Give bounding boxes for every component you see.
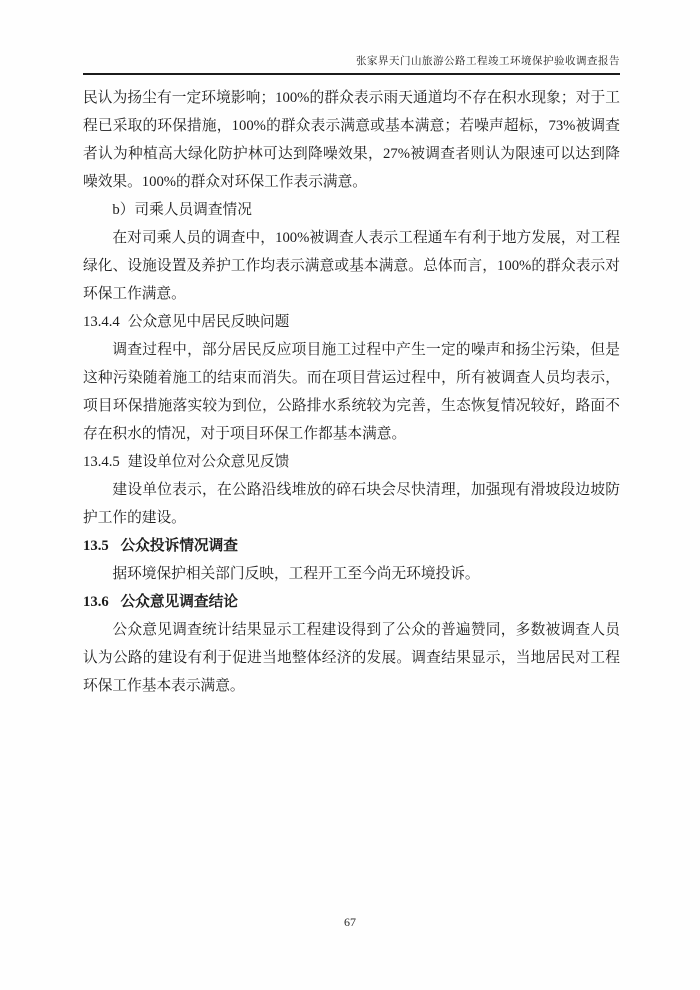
running-header: 张家界天门山旅游公路工程竣工环境保护验收调查报告 bbox=[356, 56, 620, 67]
paragraph-resident-feedback: 调查过程中，部分居民反应项目施工过程中产生一定的噪声和扬尘污染，但是这种污染随着施工的结束而消失。而在项目营运过程中，所有被调查人员均表示，项目环保措施落实较为到位，公路排水系统较为完善，生态恢复情况较好，路面不存在积水的情况，对于项目环保工作都基本满意。 bbox=[83, 342, 620, 442]
paragraph-survey-conclusion: 公众意见调查统计结果显示工程建设得到了公众的普遍赞同，多数被调查人员认为公路的建设有利于促进当地整体经济的发展。调查结果显示，当地居民对工程环保工作基本表示满意。 bbox=[83, 622, 620, 694]
header-rule-divider bbox=[83, 73, 620, 75]
paragraph-survey-results-continuation: 民认为扬尘有一定环境影响；100%的群众表示雨天通道均不存在积水现象；对于工程已采取的环保措施，100%的群众表示满意或基本满意；若噪声超标，73%被调查者认为种植高大绿化防护林可达到降噪效果，27%被调查者则认为限速可以达到降噪效果。100%的群众对环保工作表示满意。 bbox=[83, 90, 620, 190]
section-heading-13-5 bbox=[83, 532, 620, 560]
section-number: 13.6 bbox=[83, 594, 109, 610]
section-number: 13.5 bbox=[83, 538, 109, 554]
section-title: 公众投诉情况调查 bbox=[120, 538, 238, 554]
paragraph-complaints: 据环境保护相关部门反映，工程开工至今尚无环境投诉。 bbox=[112, 566, 480, 582]
section-number: 13.4.5 bbox=[83, 454, 120, 470]
page-number: 67 bbox=[344, 915, 356, 929]
paragraph-builder-response: 建设单位表示，在公路沿线堆放的碎石块会尽快清理，加强现有滑坡段边坡防护工作的建设。 bbox=[83, 482, 620, 526]
section-heading-13-4-4 bbox=[83, 308, 620, 336]
list-item-driver-survey: b）司乘人员调查情况 bbox=[112, 202, 252, 218]
paragraph-driver-survey: 在对司乘人员的调查中，100%被调查人表示工程通车有利于地方发展，对工程绿化、设施设置及养护工作均表示满意或基本满意。总体而言，100%的群众表示对环保工作满意。 bbox=[83, 230, 620, 302]
section-heading-13-6 bbox=[83, 588, 620, 616]
document-body bbox=[83, 84, 620, 700]
section-heading-13-4-5 bbox=[83, 448, 620, 476]
section-title: 公众意见调查结论 bbox=[120, 594, 238, 610]
section-number: 13.4.4 bbox=[83, 314, 120, 330]
section-title: 公众意见中居民反映问题 bbox=[127, 314, 290, 330]
section-title: 建设单位对公众意见反馈 bbox=[127, 454, 290, 470]
